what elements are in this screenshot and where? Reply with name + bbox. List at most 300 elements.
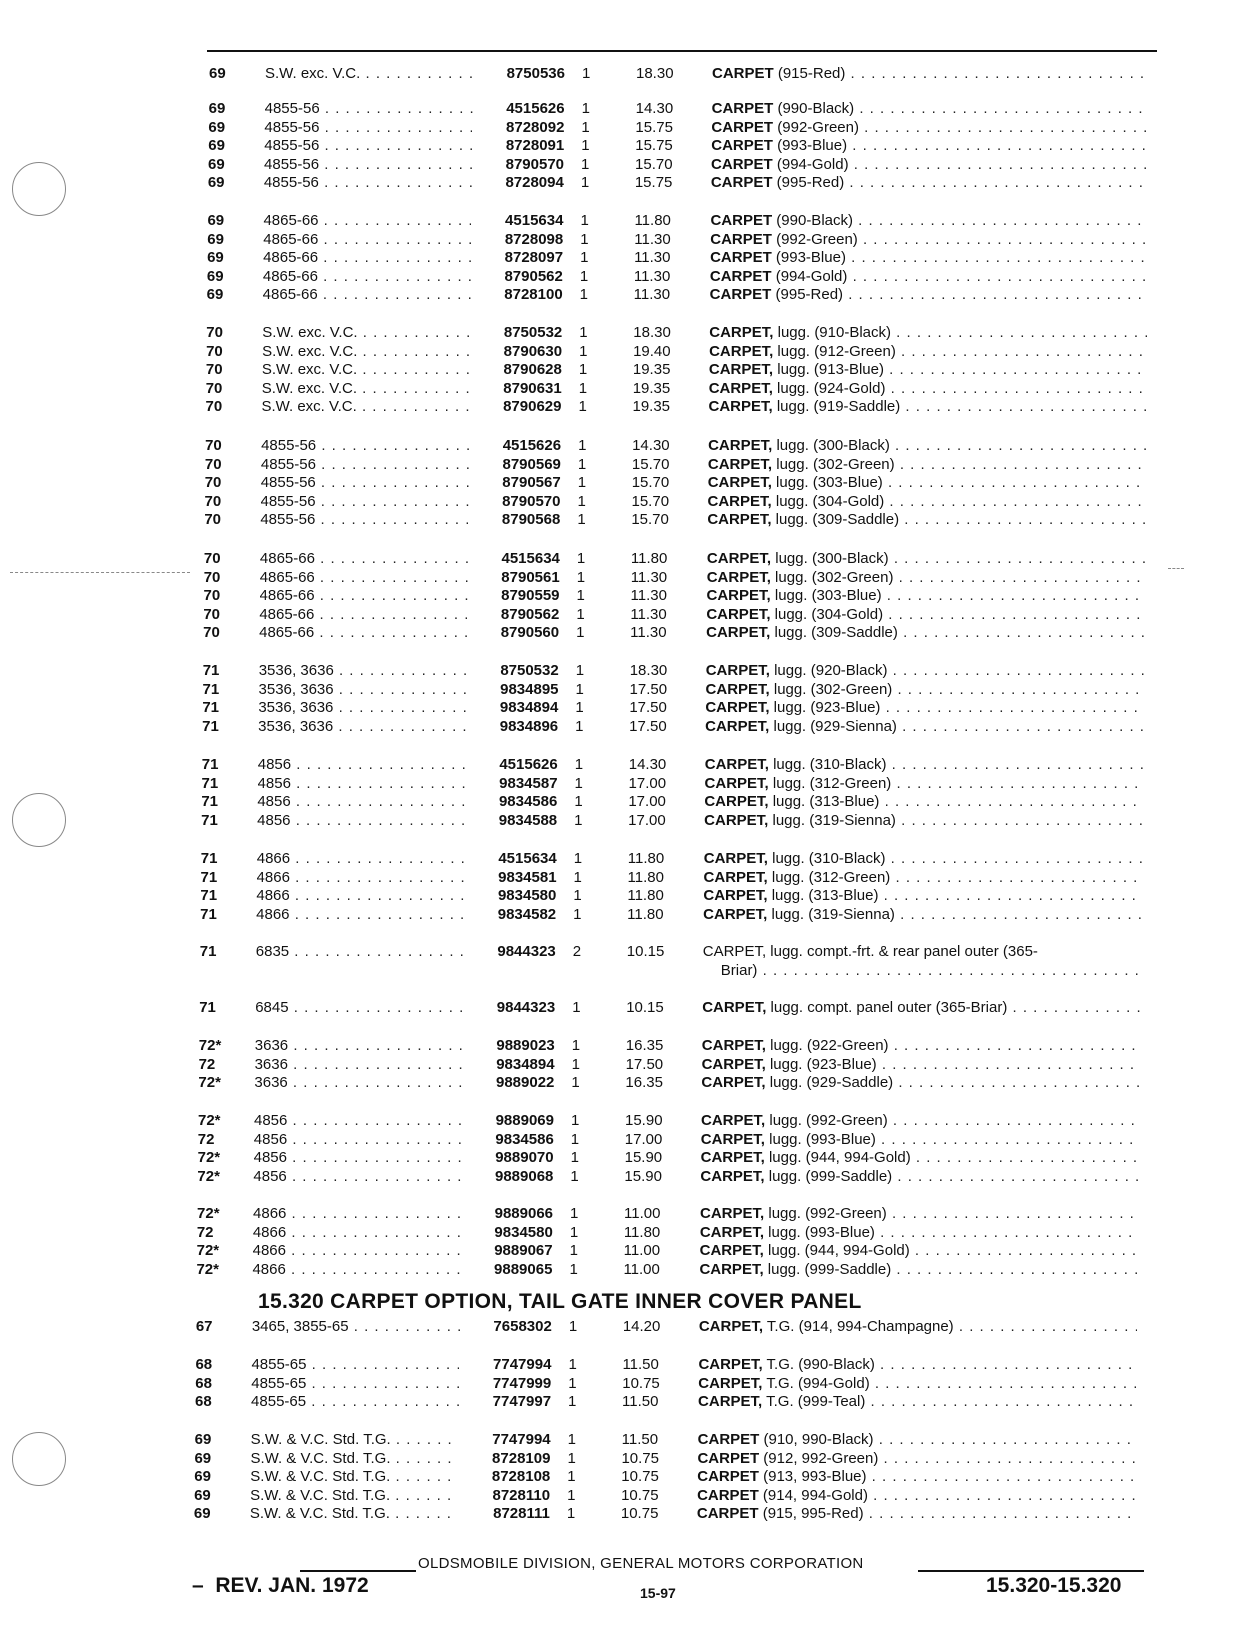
description: [712, 100, 1150, 119]
part-number: 8790629: [503, 398, 562, 416]
description: [701, 1112, 1139, 1131]
model-year: 69: [208, 100, 226, 117]
model-text: 6845: [255, 999, 289, 1016]
table-row: [0, 850, 1255, 869]
table-row: [0, 119, 1255, 138]
price: 11.50: [622, 1393, 659, 1411]
description-keyword: CARPET: [711, 118, 774, 136]
model-body-style: [261, 398, 469, 417]
part-number: 8750532: [500, 662, 559, 679]
price: 10.15: [626, 999, 664, 1016]
model-body-style: [263, 231, 471, 250]
description-detail: lugg. (310-Black): [768, 756, 887, 773]
model-body-style: [259, 662, 467, 681]
description-detail: (992-Green): [773, 118, 859, 136]
description-detail: T.G. (999-Teal): [762, 1393, 866, 1411]
model-year: 71: [202, 662, 220, 679]
model-body-style: [253, 1224, 461, 1243]
description: [704, 812, 1142, 831]
part-number: 9889067: [494, 1242, 553, 1260]
description-keyword: CARPET,: [700, 1205, 765, 1222]
description-keyword: CARPET,: [699, 1260, 764, 1278]
part-number: 7747999: [492, 1374, 552, 1392]
quantity: 1: [582, 65, 591, 82]
quantity: 1: [575, 699, 584, 717]
model-body-style: [260, 550, 468, 569]
part-number: 9834586: [498, 793, 558, 811]
quantity: 1: [570, 1149, 579, 1167]
description-keyword: CARPET: [711, 100, 774, 117]
quantity: 2: [572, 943, 582, 960]
description-keyword: CARPET,: [708, 437, 773, 454]
description-keyword: CARPET,: [709, 324, 774, 341]
model-body-style: [250, 1487, 458, 1506]
description: [700, 1168, 1138, 1187]
description-keyword: CARPET,: [705, 680, 770, 698]
footer-division: OLDSMOBILE DIVISION, GENERAL MOTORS CORPORATION: [418, 1555, 864, 1572]
model-body-style: [257, 869, 465, 888]
model-text: 4855-56: [261, 437, 317, 454]
quantity: 1: [578, 379, 588, 397]
description: [703, 906, 1141, 925]
model-year: 70: [203, 605, 220, 623]
table-row: [0, 493, 1255, 512]
model-text: 4855-56: [264, 100, 320, 117]
model-year: 70: [204, 511, 221, 529]
price: 14.30: [628, 756, 667, 773]
model-body-style: [264, 137, 472, 156]
model-year: 70: [205, 437, 222, 454]
description: [697, 1505, 1135, 1524]
quantity: 1: [576, 568, 586, 586]
model-year: 71: [200, 887, 218, 905]
price: 16.35: [625, 1037, 664, 1054]
part-number: 8790569: [502, 455, 561, 473]
model-year: 69: [207, 174, 225, 192]
description-keyword: CARPET: [712, 65, 774, 82]
price: 19.40: [633, 342, 671, 360]
model-year: 72: [198, 1055, 216, 1073]
description-detail: lugg. (929-Saddle): [765, 1074, 894, 1092]
price: 11.00: [623, 1260, 660, 1278]
quantity: 1: [569, 1260, 578, 1278]
part-number: 8790562: [504, 267, 563, 285]
table-row: [0, 1149, 1255, 1168]
model-year: 70: [204, 474, 222, 492]
price: 17.50: [629, 717, 667, 735]
part-number: 8728098: [504, 230, 564, 248]
part-number: 9889066: [494, 1205, 554, 1222]
quantity: 1: [573, 850, 583, 867]
description-detail: lugg. compt.-frt. & rear panel outer (365-: [766, 943, 1038, 960]
model-body-style: [254, 1074, 462, 1093]
price: 11.30: [633, 286, 671, 304]
description: [705, 775, 1143, 794]
model-body-style: [264, 174, 472, 193]
section-heading: 15.320 CARPET OPTION, TAIL GATE INNER COVER PANEL: [258, 1290, 862, 1313]
description-keyword: CARPET: [696, 1505, 759, 1523]
table-row: [0, 662, 1255, 681]
description: [709, 380, 1147, 399]
model-year: 70: [205, 398, 223, 416]
price: 11.80: [630, 550, 668, 567]
price: 19.35: [632, 361, 671, 379]
table-row: [0, 699, 1255, 718]
model-text: 4866: [253, 1205, 287, 1222]
quantity: 1: [571, 1055, 580, 1073]
price: 11.50: [621, 1431, 659, 1448]
table-row: [0, 1261, 1255, 1280]
model-text: 4855-56: [264, 118, 320, 136]
price: 15.75: [635, 137, 673, 155]
part-number: 9834588: [498, 811, 558, 829]
model-year: 69: [208, 155, 225, 173]
description-keyword: CARPET: [709, 286, 772, 304]
part-number: 9834586: [495, 1130, 554, 1148]
model-text: 4866: [252, 1242, 286, 1260]
description-keyword: CARPET,: [707, 474, 772, 492]
description-detail: lugg. (999-Saddle): [763, 1260, 892, 1278]
quantity: 1: [576, 605, 585, 623]
model-year: 71: [200, 868, 218, 886]
price: 17.50: [629, 699, 667, 717]
model-body-style: [251, 1356, 459, 1375]
description: [697, 1450, 1135, 1469]
description-detail: lugg. (300-Black): [772, 437, 890, 454]
description-detail: lugg. (920-Black): [769, 662, 888, 679]
quantity: 1: [571, 1037, 581, 1054]
model-text: 3536, 3636: [258, 680, 334, 698]
model-text: 4866: [256, 868, 290, 886]
table-row: [0, 1468, 1255, 1487]
table-row: [0, 869, 1255, 888]
price: 10.75: [621, 1468, 659, 1486]
model-text: 4865-66: [263, 249, 319, 267]
model-year: 70: [203, 568, 221, 586]
quantity: 1: [567, 1431, 576, 1448]
model-body-style: [250, 1505, 458, 1524]
model-year: 69: [194, 1431, 212, 1448]
model-body-style: [257, 850, 465, 869]
description: [703, 887, 1141, 906]
description-detail: lugg. (319-Sienna): [768, 811, 896, 829]
quantity: 1: [581, 100, 590, 117]
quantity: 1: [575, 680, 584, 698]
price: 16.35: [625, 1074, 663, 1092]
part-number: 8790559: [501, 587, 560, 605]
price: 10.75: [620, 1505, 659, 1523]
table-row: [0, 1112, 1255, 1131]
description-keyword: CARPET,: [705, 717, 770, 735]
quantity: 1: [577, 492, 586, 510]
description-keyword: CARPET: [697, 1431, 760, 1448]
table-row: [0, 156, 1255, 175]
price: 18.30: [629, 662, 668, 679]
model-text: 4865-66: [259, 568, 315, 586]
part-number: 8728094: [505, 174, 564, 192]
part-number: 4515634: [505, 212, 564, 229]
model-year: 72*: [196, 1260, 219, 1278]
description-detail: lugg. (919-Saddle): [772, 398, 901, 416]
model-body-style: [262, 380, 470, 399]
description: [712, 65, 1150, 84]
price: 19.35: [632, 398, 671, 416]
price: 11.00: [623, 1242, 661, 1260]
description-detail: lugg. (300-Black): [771, 550, 889, 567]
model-text: 4855-56: [260, 474, 316, 492]
description: [701, 1149, 1139, 1168]
description: [708, 398, 1146, 417]
price: 15.90: [624, 1149, 663, 1167]
description-detail: lugg. (992-Green): [765, 1112, 888, 1129]
description-keyword: CARPET,: [701, 1112, 766, 1129]
description: [708, 437, 1146, 456]
model-body-style: [254, 1131, 462, 1150]
description-keyword: CARPET,: [700, 1149, 765, 1167]
description: [711, 174, 1149, 193]
model-body-style: [263, 268, 471, 287]
quantity: 1: [567, 1449, 576, 1467]
quantity: 1: [573, 905, 582, 923]
price: 11.80: [627, 850, 665, 867]
part-number: 8728111: [493, 1505, 550, 1523]
description-detail: lugg. (309-Saddle): [770, 624, 898, 642]
table-row: [0, 100, 1255, 119]
description: [700, 1205, 1138, 1224]
model-body-style: [255, 1056, 463, 1075]
model-text: 4856: [254, 1112, 288, 1129]
price: 11.80: [623, 1223, 661, 1241]
quantity: 1: [579, 342, 588, 360]
description-keyword: CARPET,: [698, 1318, 764, 1335]
part-number: 7658302: [493, 1318, 552, 1335]
description-keyword: CARPET: [709, 267, 772, 285]
model-body-style: [264, 156, 472, 175]
table-row: [0, 174, 1255, 193]
part-number: 4515634: [498, 850, 557, 867]
model-text: 4865-66: [259, 550, 315, 567]
model-year: 70: [204, 455, 222, 473]
table-row: [0, 569, 1255, 588]
model-text: 3636: [254, 1037, 289, 1054]
table-row: [0, 437, 1255, 456]
model-text: 3536, 3636: [258, 717, 334, 735]
table-row: [0, 1168, 1255, 1187]
model-year: 69: [194, 1449, 212, 1467]
description-detail: (912, 992-Green): [759, 1449, 879, 1467]
table-row: [0, 474, 1255, 493]
price: 15.70: [635, 155, 673, 173]
price: 11.30: [633, 267, 671, 285]
description-detail: (990-Black): [773, 100, 855, 117]
description-detail: lugg. (992-Green): [764, 1205, 887, 1222]
price: 17.00: [628, 793, 666, 811]
description: [709, 343, 1147, 362]
part-number: 8728110: [492, 1486, 551, 1504]
description-keyword: CARPET,: [699, 1242, 764, 1260]
quantity: 1: [568, 1318, 578, 1335]
quantity: 1: [577, 474, 587, 492]
quantity: 1: [574, 774, 583, 792]
table-row: [0, 398, 1255, 417]
table-row: [0, 1450, 1255, 1469]
table-row: [0, 1318, 1255, 1337]
model-year: 71: [202, 699, 220, 717]
table-row: [0, 324, 1255, 343]
part-number: 4515626: [502, 437, 562, 454]
table-row: [0, 1037, 1255, 1056]
model-body-style: [261, 474, 469, 493]
table-row: [0, 137, 1255, 156]
part-number: 9834587: [499, 774, 558, 792]
price: 10.75: [622, 1374, 660, 1392]
model-text: S.W. & V.C. Std. T.G.: [250, 1486, 391, 1504]
table-row: [0, 887, 1255, 906]
price: 11.50: [622, 1356, 659, 1373]
description: [704, 869, 1142, 888]
model-body-style: [256, 943, 464, 962]
table-row: [0, 906, 1255, 925]
table-row: [0, 793, 1255, 812]
description-detail: lugg. (303-Blue): [771, 474, 883, 492]
part-number: 9844323: [496, 999, 556, 1016]
description-detail: lugg. (313-Blue): [767, 887, 879, 905]
model-text: 3536, 3636: [258, 662, 334, 679]
model-body-style: [265, 65, 473, 84]
description-detail: (915, 995-Red): [758, 1505, 864, 1523]
description: [706, 624, 1144, 643]
model-year: 72*: [198, 1037, 222, 1054]
model-body-style: [258, 756, 466, 775]
part-number: 8790570: [502, 492, 561, 510]
description: [697, 1468, 1135, 1487]
quantity: 1: [579, 286, 589, 304]
description-detail: lugg. (999-Saddle): [764, 1167, 893, 1185]
price: 14.30: [635, 100, 674, 117]
model-year: 69: [194, 1468, 211, 1486]
model-year: 70: [205, 361, 223, 379]
model-body-style: [262, 361, 470, 380]
description-keyword: CARPET,: [703, 850, 768, 867]
quantity: 1: [570, 1205, 579, 1222]
description-detail: lugg. (304-Gold): [770, 605, 884, 623]
table-row: [0, 511, 1255, 530]
table-row: [0, 361, 1255, 380]
price: 15.70: [631, 474, 670, 492]
model-text: 4856: [257, 811, 291, 829]
quantity: 1: [571, 1112, 580, 1129]
quantity: 1: [581, 137, 590, 155]
description: [707, 569, 1145, 588]
model-text: 4855-56: [260, 511, 316, 529]
part-number: 8790561: [501, 568, 560, 586]
description-detail: lugg. (924-Gold): [772, 379, 886, 397]
model-year: 72: [196, 1223, 214, 1241]
model-year: 69: [207, 230, 224, 248]
description-detail: (993-Blue): [771, 249, 846, 267]
table-row: [0, 1205, 1255, 1224]
price: 11.80: [627, 868, 664, 886]
footer-page-number: 15-97: [640, 1585, 676, 1601]
part-number: 8728109: [492, 1449, 551, 1467]
model-body-style: [250, 1468, 458, 1487]
quantity: 1: [578, 398, 587, 416]
description: [708, 456, 1146, 475]
model-year: 68: [195, 1374, 212, 1392]
model-text: 4855-56: [264, 155, 320, 173]
part-number: 8750532: [503, 324, 563, 341]
model-body-style: [253, 1205, 461, 1224]
footer-revision: [192, 1574, 369, 1598]
quantity: 1: [573, 887, 582, 905]
table-row: [0, 249, 1255, 268]
price: 14.30: [632, 437, 670, 454]
table-row: [0, 1375, 1255, 1394]
quantity: 1: [574, 793, 583, 811]
part-number: 9834580: [494, 1223, 553, 1241]
quantity: 1: [576, 550, 586, 567]
price: 15.70: [631, 455, 670, 473]
model-text: 3636: [254, 1055, 288, 1073]
table-row: [0, 1131, 1255, 1150]
quantity: 1: [574, 811, 583, 829]
model-year: 69: [207, 212, 225, 229]
model-text: 4865-66: [263, 212, 319, 229]
model-year: 69: [193, 1505, 211, 1523]
model-body-style: [263, 249, 471, 268]
quantity: 1: [580, 212, 589, 229]
model-text: 4856: [253, 1130, 288, 1148]
quantity: 1: [568, 1393, 577, 1411]
model-body-style: [251, 1431, 459, 1450]
part-number: 8750536: [506, 65, 565, 82]
description-keyword: CARPET,: [703, 868, 768, 886]
model-year: 67: [195, 1318, 213, 1335]
description-continuation: Briar) . . .: [721, 962, 1141, 981]
description: [708, 493, 1146, 512]
description-keyword: CARPET,: [704, 811, 769, 829]
model-year: 70: [203, 587, 221, 605]
description: [706, 681, 1144, 700]
description-detail: T.G. (994-Gold): [762, 1374, 870, 1392]
model-text: S.W. & V.C. Std. T.G.: [250, 1468, 391, 1486]
model-body-style: [253, 1168, 461, 1187]
model-text: 4855-65: [251, 1356, 307, 1373]
model-body-style: [264, 119, 472, 138]
table-row: [0, 999, 1255, 1018]
model-year: 69: [206, 267, 224, 285]
model-text: 4855-56: [263, 174, 319, 192]
description-detail: lugg. (313-Blue): [768, 793, 880, 811]
model-year: 72*: [196, 1242, 220, 1260]
model-text: 4866: [256, 850, 291, 867]
model-year: 70: [203, 624, 220, 642]
model-year: 70: [206, 342, 223, 360]
description-detail: lugg. (993-Blue): [764, 1223, 875, 1241]
model-text: 3465, 3855-65: [251, 1318, 349, 1335]
model-year: 71: [200, 850, 218, 867]
table-row: [0, 1431, 1255, 1450]
quantity: 1: [567, 1468, 576, 1486]
model-year: 70: [205, 379, 223, 397]
part-number: 9834894: [496, 1055, 555, 1073]
quantity: 1: [578, 361, 588, 379]
description: [701, 1131, 1139, 1150]
footer-dash: –: [192, 1574, 216, 1597]
description: [702, 1056, 1140, 1075]
model-text: S.W. exc. V.C.: [265, 65, 361, 82]
description-keyword: CARPET,: [706, 550, 772, 567]
